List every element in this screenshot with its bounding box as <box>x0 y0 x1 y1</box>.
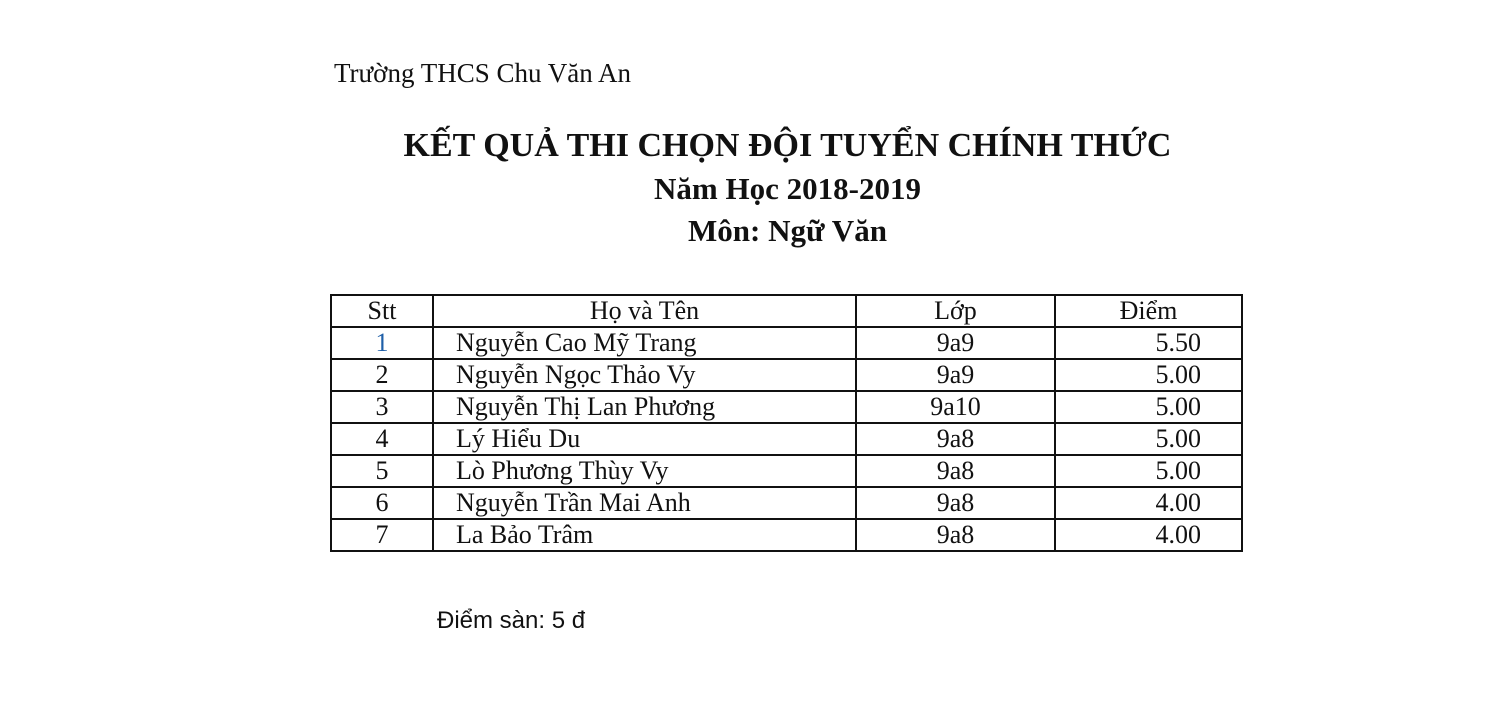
row-class: 9a8 <box>856 519 1055 551</box>
table-row <box>331 519 1242 551</box>
subject-title: Môn: Ngữ Văn <box>688 213 887 248</box>
row-name: Nguyễn Cao Mỹ Trang <box>433 327 856 359</box>
cutoff-score: Điểm sàn: 5 đ <box>437 607 586 634</box>
row-score: 5.50 <box>1055 327 1242 359</box>
results-table <box>330 294 1243 552</box>
row-name: La Bảo Trâm <box>433 519 856 551</box>
table-row <box>331 487 1242 519</box>
table-row <box>331 391 1242 423</box>
row-stt: 3 <box>331 391 433 423</box>
document-title: KẾT QUẢ THI CHỌN ĐỘI TUYỂN CHÍNH THỨC <box>403 127 1172 164</box>
row-score: 5.00 <box>1055 391 1242 423</box>
row-name: Lý Hiểu Du <box>433 423 856 455</box>
row-class: 9a8 <box>856 487 1055 519</box>
header-score: Điểm <box>1055 295 1242 327</box>
header-name: Họ và Tên <box>433 295 856 327</box>
row-name: Nguyễn Trần Mai Anh <box>433 487 856 519</box>
table-row <box>331 455 1242 487</box>
row-name: Nguyễn Thị Lan Phương <box>433 391 856 423</box>
header-class: Lớp <box>856 295 1055 327</box>
row-score: 5.00 <box>1055 359 1242 391</box>
row-class: 9a9 <box>856 327 1055 359</box>
row-score: 4.00 <box>1055 519 1242 551</box>
row-stt-link[interactable]: 1 <box>331 327 433 359</box>
table-header-row <box>331 295 1242 327</box>
table-row <box>331 359 1242 391</box>
row-stt: 2 <box>331 359 433 391</box>
row-stt: 5 <box>331 455 433 487</box>
row-class: 9a9 <box>856 359 1055 391</box>
row-name: Nguyễn Ngọc Thảo Vy <box>433 359 856 391</box>
row-score: 5.00 <box>1055 455 1242 487</box>
table-row <box>331 327 1242 359</box>
school-name: Trường THCS Chu Văn An <box>334 58 631 88</box>
row-score: 5.00 <box>1055 423 1242 455</box>
row-stt: 4 <box>331 423 433 455</box>
row-stt: 6 <box>331 487 433 519</box>
row-name: Lò Phương Thùy Vy <box>433 455 856 487</box>
row-class: 9a8 <box>856 423 1055 455</box>
header-stt: Stt <box>331 295 433 327</box>
row-class: 9a8 <box>856 455 1055 487</box>
row-class: 9a10 <box>856 391 1055 423</box>
school-year: Năm Học 2018-2019 <box>654 171 921 206</box>
table-row <box>331 423 1242 455</box>
row-stt: 7 <box>331 519 433 551</box>
row-score: 4.00 <box>1055 487 1242 519</box>
